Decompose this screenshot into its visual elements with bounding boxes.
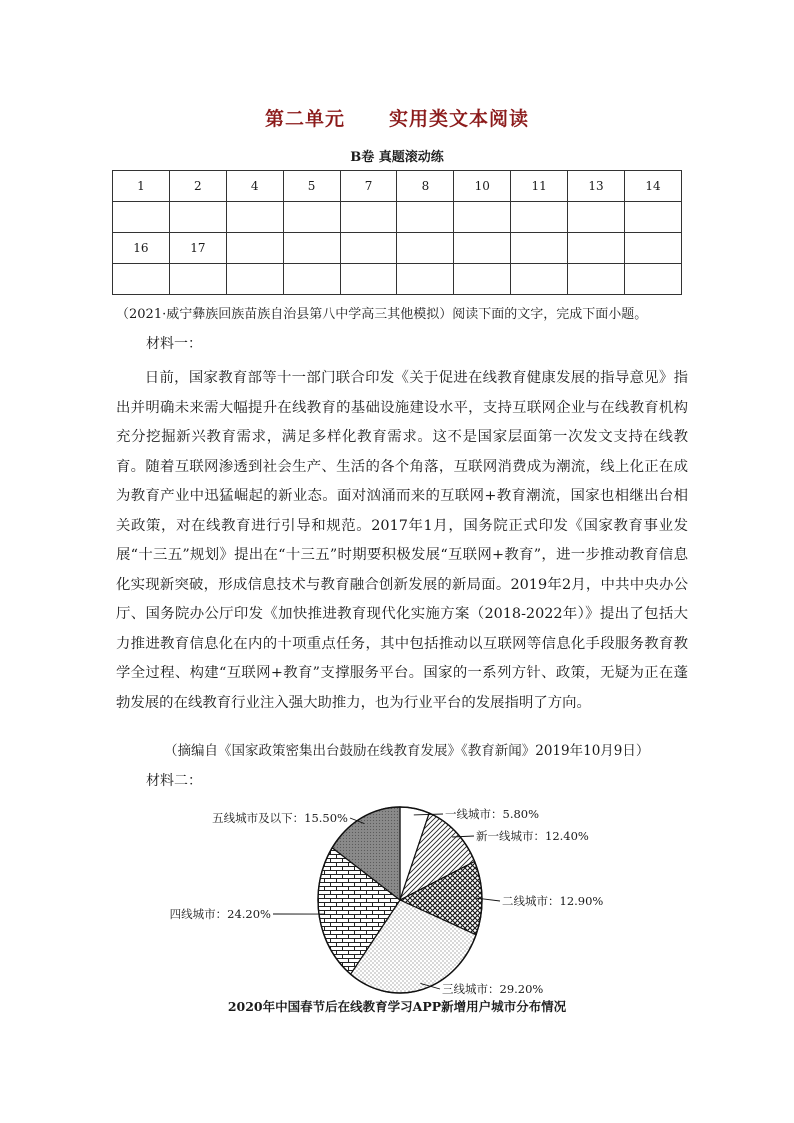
pie-slice-label-1: 一线城市：5.80% [445,807,540,821]
material-2-label: 材料二： [146,773,202,789]
section-subtitle: B卷 真题滚动练 [350,150,444,165]
pie-chart [169,798,630,1023]
answer-cell[interactable] [113,202,170,233]
table-cell [283,233,340,264]
pie-slice-label-3: 二线城市：12.90% [502,894,604,908]
material-1-label: 材料一： [146,336,202,352]
table-cell: 7 [340,171,397,202]
unit-topic: 实用类文本阅读 [389,108,530,130]
answer-cell[interactable] [511,264,568,295]
table-cell [340,233,397,264]
answer-cell[interactable] [283,202,340,233]
answer-cell[interactable] [340,264,397,295]
pie-slice-label-6: 五线城市及以下：15.50% [212,811,348,825]
table-cell [568,233,625,264]
table-cell: 1 [113,171,170,202]
table-cell [511,233,568,264]
answer-cell[interactable] [226,202,283,233]
answer-cell[interactable] [283,264,340,295]
table-cell [397,233,454,264]
answer-cell[interactable] [169,264,226,295]
answer-cell[interactable] [454,202,511,233]
unit-title [0,104,794,131]
table-cell: 5 [283,171,340,202]
material-1-text: 日前，国家教育部等十一部门联合印发《关于促进在线教育健康发展的指导意见》指出并明确未来需大幅提升在线教育的基础设施建设水平，支持互联网企业与在线教育机构充分挖掘新兴教育需求，满足多样化教育需求。这不是国家层面第一次发文支持在线教育。随着互联网渗透到社会生产、生活的各个角落，互联网消费成为潮流，线上化正在成为教育产业中迅猛崛起的新业态。面对汹涌而来的互联网+教育潮流，国家也相继出台相关政策，对在线教育进行引导和规范。2017年1月，国务院正式印发《国家教育事业发展“十三五”规划》提出在“十三五”时期要积极发展“互联网+教育”，进一步推动教育信息化实现新突破，形成信息技术与教育融合创新发展的新局面。2019年2月，中共中央办公厅、国务院办公厅印发《加快推进教育现代化实施方案（2018-2022年）》提出了包括大力推进教育信息化在内的十项重点任务，其中包括推动以互联网等信息化手段服务教育教学全过程、构建“互联网+教育”支撑服务平台。国家的一系列方针、政策，无疑为正在蓬勃发展的在线教育行业注入强大助推力，也为行业平台的发展指明了方向。 [116,370,688,711]
answer-cell[interactable] [226,264,283,295]
answer-table [112,170,682,295]
answer-cell[interactable] [511,202,568,233]
table-cell: 10 [454,171,511,202]
table-cell [226,233,283,264]
answer-cell[interactable] [113,264,170,295]
pie-slice-label-5: 四线城市：24.20% [169,907,271,921]
table-cell: 14 [625,171,682,202]
question-source: （2021·威宁彝族回族苗族自治县第八中学高三其他模拟）阅读下面的文字，完成下面小题。 [116,307,648,322]
answer-table-row-blank-2 [113,264,682,295]
material-1-citation: （摘编自《国家政策密集出台鼓励在线教育发展》《教育新闻》2019年10月9日） [164,743,650,759]
answer-cell[interactable] [625,202,682,233]
answer-cell[interactable] [454,264,511,295]
table-cell: 17 [169,233,226,264]
answer-cell[interactable] [397,202,454,233]
answer-cell[interactable] [568,202,625,233]
answer-cell[interactable] [568,264,625,295]
answer-cell[interactable] [169,202,226,233]
answer-cell[interactable] [340,202,397,233]
answer-table-row-numbers-2 [113,233,682,264]
table-cell: 4 [226,171,283,202]
pie-slice-label-2: 新一线城市：12.40% [476,829,589,843]
table-cell: 8 [397,171,454,202]
pie-chart-svg [169,798,630,1023]
table-cell: 13 [568,171,625,202]
pie-slice-label-4: 三线城市：29.20% [442,982,544,996]
answer-cell[interactable] [625,264,682,295]
chart-title: 2020年中国春节后在线教育学习APP新增用户城市分布情况 [227,999,567,1014]
unit-number: 第二单元 [264,108,345,130]
table-cell [625,233,682,264]
table-cell: 2 [169,171,226,202]
answer-cell[interactable] [397,264,454,295]
table-cell: 11 [511,171,568,202]
table-cell: 16 [113,233,170,264]
answer-table-row-numbers-1 [113,171,682,202]
answer-table-row-blank-1 [113,202,682,233]
table-cell [454,233,511,264]
